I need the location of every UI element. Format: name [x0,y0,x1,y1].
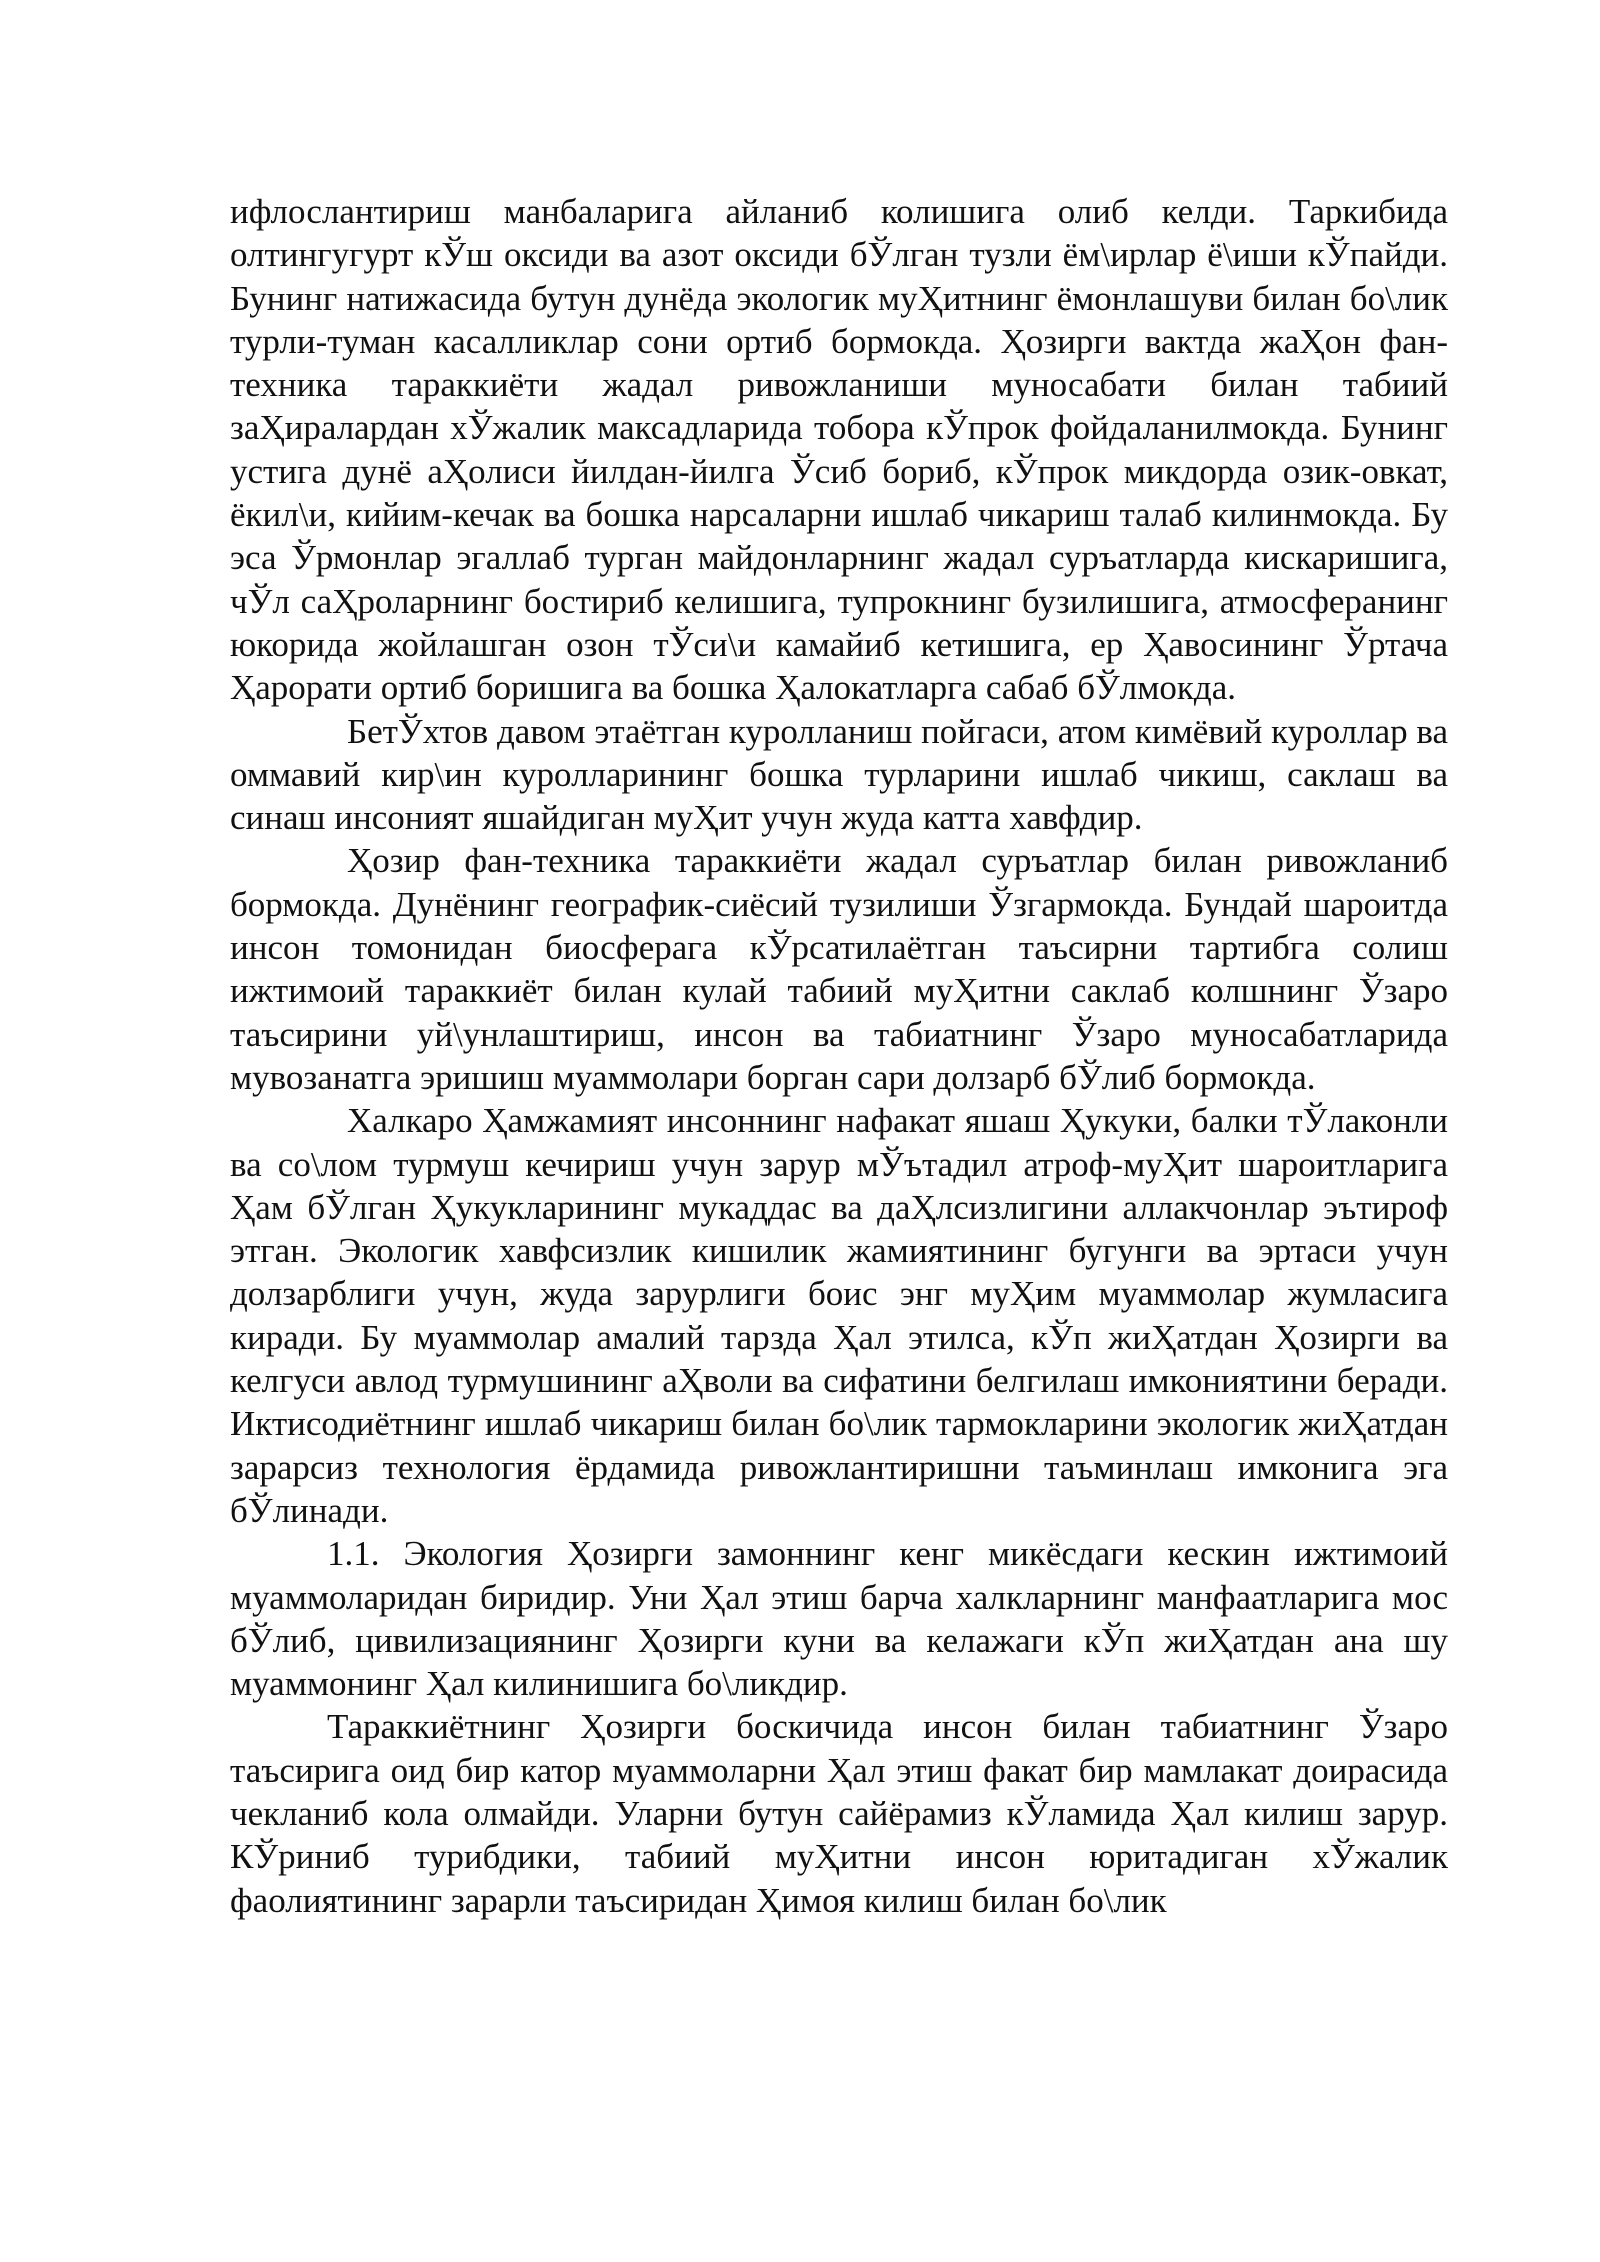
paragraph-1: ифлослантириш манбаларига айланиб колишига олиб келди. Таркибида олтингугурт кЎш оксиди ва азот оксиди бЎлган тузли ём\ирлар ё\иши кЎпайди. Бунинг натижасида бутун дунёда экологик муҲитнинг ёмонлашуви билан бо\лик турли-туман касалликлар сони ортиб бормокда. Ҳозирги вактда жаҲон фан-техника тараккиёти жадал ривожланиши муносабати билан табиий заҲиралардан хЎжалик максадларида тобора кЎпрок фойдаланилмокда. Бунинг устига дунё аҲолиси йилдан-йилга Ўсиб бориб, кЎпрок микдорда озик-овкат, ёкил\и, кийим-кечак ва бошка нарсаларни ишлаб чикариш талаб килинмокда. Бу эса Ўрмонлар эгаллаб турган майдонларнинг жадал суръатларда кискаришига, чЎл саҲроларнинг бостириб келишига, тупрокнинг бузилишига, атмосферанинг юкорида жойлашган озон тЎси\и камайиб кетишига, ер Ҳавосининг Ўртача Ҳарорати ортиб боришига ва бошка Ҳалокатларга сабаб бЎлмокда. [230,192,1448,708]
paragraph-6: Тараккиётнинг Ҳозирги боскичида инсон билан табиатнинг Ўзаро таъсирига оид бир катор муаммоларни Ҳал этиш факат бир мамлакат доирасида чекланиб кола олмайди. Уларни бутун сайёрамиз кЎламида Ҳал килиш зарур. КЎриниб турибдики, табиий муҲитни инсон юритадиган хЎжалик фаолиятининг зарарли таъсиридан Ҳимоя килиш билан бо\лик [230,1707,1448,1920]
paragraph-4: Халкаро Ҳамжамият инсоннинг нафакат яшаш Ҳукуки, балки тЎлаконли ва со\лом турмуш кечириш учун зарур мЎътадил атроф-муҲит шароитларига Ҳам бЎлган Ҳукукларининг мукаддас ва даҲлсизлигини аллакчонлар эътироф этган. Экологик хавфсизлик кишилик жамиятининг бугунги ва эртаси учун долзарблиги учун, жуда зарурлиги боис энг муҲим муаммолар жумласига киради. Бу муаммолар амалий тарзда Ҳал этилса, кЎп жиҲатдан Ҳозирги ва келгуси авлод турмушининг аҲволи ва сифатини белгилаш имкониятини беради. Иктисодиётнинг ишлаб чикариш билан бо\лик тармокларини экологик жиҲатдан зарарсиз технология ёрдамида ривожлантиришни таъминлаш имконига эга бЎлинади. [230,1101,1448,1530]
document-page [230,190,1448,1922]
paragraph-2: БетЎхтов давом этаётган куролланиш пойгаси, атом кимёвий куроллар ва оммавий кир\ин куролларининг бошка турларини ишлаб чикиш, саклаш ва синаш инсоният яшайдиган муҲит учун жуда катта хавфдир. [230,711,1448,838]
paragraph-3: Ҳозир фан-техника тараккиёти жадал суръатлар билан ривожланиб бормокда. Дунёнинг географик-сиёсий тузилиши Ўзгармокда. Бундай шароитда инсон томонидан биосферага кЎрсатилаётган таъсирни тартибга солиш ижтимоий тараккиёт билан кулай табиий муҲитни саклаб колшнинг Ўзаро таъсирини уй\унлаштириш, инсон ва табиатнинг Ўзаро муносабатларида мувозанатга эришиш муаммолари борган сари долзарб бЎлиб бормокда. [230,841,1448,1097]
paragraph-5-section-1-1: 1.1. Экология Ҳозирги замоннинг кенг микёсдаги кескин ижтимоий муаммоларидан биридир. Уни Ҳал этиш барча халкларнинг манфаатларига мос бЎлиб, цивилизациянинг Ҳозирги куни ва келажаги кЎп жиҲатдан ана шу муаммонинг Ҳал килинишига бо\ликдир. [230,1534,1448,1704]
